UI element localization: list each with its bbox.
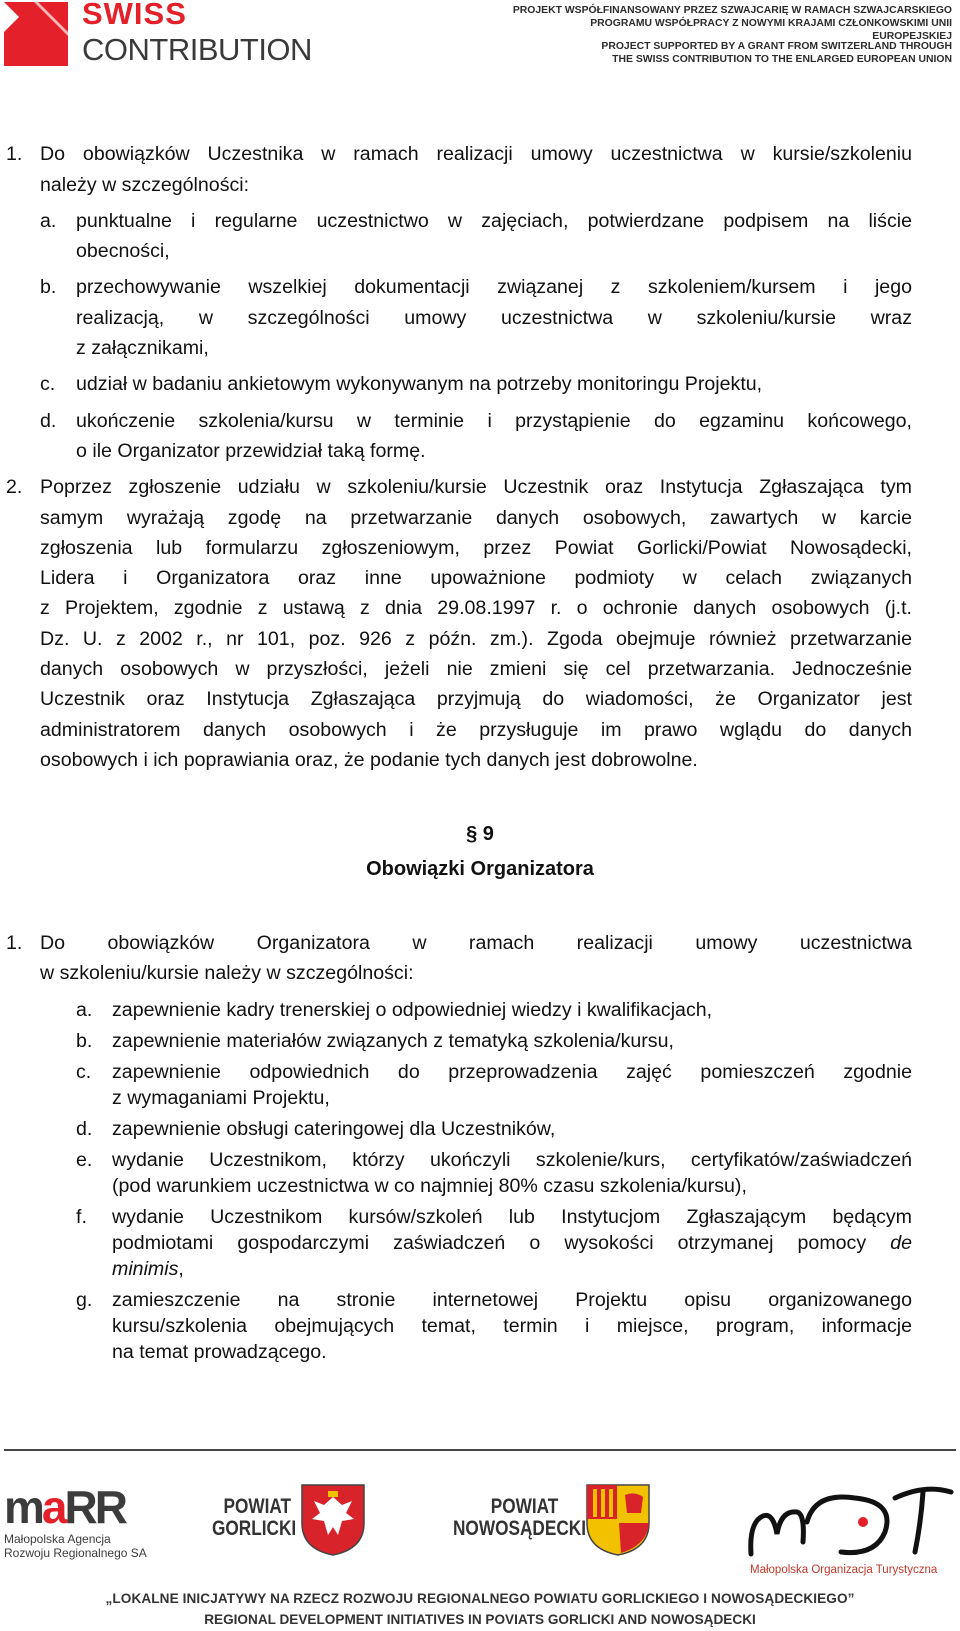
paragraph-line: Do obowiązków Organizatora w ramach realizacji umowy uczestnictwa — [40, 932, 912, 954]
sub-item-line: realizacją, w szczególności umowy uczestnictwa w szkoleniu/kursie wraz — [76, 307, 912, 329]
header-text-pl — [512, 4, 952, 43]
list-label: c. — [76, 1061, 92, 1083]
marr-rr: RR — [64, 1481, 125, 1533]
powiat-gorlicki-text — [212, 1496, 296, 1540]
paragraph-line: Poprzez zgłoszenie udziału w szkoleniu/kursie Uczestnik oraz Instytucja Zgłaszająca tym — [40, 476, 912, 498]
sub-item-line: z załącznikami, — [76, 337, 209, 359]
list-item: zapewnienie kadry trenerskiej o odpowiedniej wiedzy i kwalifikacjach, — [112, 999, 713, 1021]
sub-item-label: d. — [40, 410, 57, 432]
list-item: z wymaganiami Projektu, — [112, 1087, 330, 1109]
mot-logo-icon — [745, 1482, 957, 1572]
list-label: a. — [76, 999, 93, 1021]
brand-swiss: SWISS — [82, 0, 187, 31]
brand-contribution: CONTRIBUTION — [82, 32, 312, 67]
list-item: (pod warunkiem uczestnictwa w co najmniej 80% czasu szkolenia/kursu), — [112, 1175, 747, 1197]
list-label: d. — [76, 1118, 93, 1140]
section-number: § 9 — [466, 823, 494, 845]
item-number: 1. — [6, 143, 23, 165]
header-text-en — [512, 40, 952, 66]
sub-item-label: c. — [40, 373, 56, 395]
marr-logo — [4, 1481, 154, 1574]
paragraph-line: w szkoleniu/kursie należy w szczególności: — [40, 962, 414, 984]
paragraph-line: zgłoszenia lub formularzu zgłoszeniowym, przez Powiat Gorlicki/Powiat Nowosądecki, — [40, 537, 912, 559]
item-number: 1. — [6, 932, 23, 954]
marr-subtitle-1: Małopolska Agencja — [4, 1532, 111, 1546]
list-item: wydanie Uczestnikom, którzy ukończyli szkolenie/kurs, certyfikatów/zaświadczeń — [112, 1149, 912, 1171]
paragraph-line: osobowych i ich poprawiania oraz, że podanie tych danych jest dobrowolne. — [40, 749, 698, 771]
powiat-gorlicki-line1: POWIAT — [223, 1495, 292, 1518]
marr-subtitle-2: Rozwoju Regionalnego SA — [4, 1546, 147, 1560]
paragraph-line: danych osobowych w przyszłości, jeżeli nie zmieni się cel przetwarzania. Jednocześnie — [40, 658, 912, 680]
marr-a: a — [41, 1481, 65, 1533]
header-en-line2: THE SWISS CONTRIBUTION TO THE ENLARGED EUROPEAN UNION — [612, 54, 952, 65]
swiss-contribution-logo-icon — [4, 2, 68, 66]
list-item — [112, 1230, 912, 1256]
paragraph-line: z Projektem, zgodnie z ustawą z dnia 29.08.1997 r. o ochronie danych osobowych (j.t. — [40, 597, 912, 619]
marr-m: m — [4, 1481, 42, 1533]
powiat-nowosadecki-crest-icon — [585, 1483, 651, 1557]
list-item: na temat prowadzącego. — [112, 1341, 327, 1363]
list-item: zapewnienie odpowiednich do przeprowadzenia zajęć pomieszczeń zgodnie — [112, 1061, 912, 1083]
sub-item-line: obecności, — [76, 240, 170, 262]
header-pl-line1: PROJEKT WSPÓŁFINANSOWANY PRZEZ SZWAJCARIĘ W RAMACH SZWAJCARSKIEGO — [512, 5, 952, 16]
paragraph-line: Dz. U. z 2002 r., nr 101, poz. 926 z późn. zm.). Zgoda obejmuje również przetwarzanie — [40, 628, 912, 650]
sub-item-line: przechowywanie wszelkiej dokumentacji związanej z szkoleniem/kursem i jego — [76, 276, 912, 298]
powiat-nowosadecki-line1: POWIAT — [490, 1495, 559, 1518]
paragraph-line: należy w szczególności: — [40, 174, 250, 196]
paragraph-line: Lidera i Organizatora oraz inne upoważnione podmioty w celach związanych — [40, 567, 912, 589]
powiat-gorlicki-crest-icon — [300, 1483, 366, 1557]
paragraph-line: Do obowiązków Uczestnika w ramach realizacji umowy uczestnictwa w kursie/szkoleniu — [40, 143, 912, 165]
list-item-text: podmiotami gospodarczymi zaświadczeń o wysokości otrzymanej pomocy — [112, 1232, 867, 1254]
section-title: Obowiązki Organizatora — [366, 858, 594, 880]
item-number: 2. — [6, 476, 23, 498]
footer-project-title-en: REGIONAL DEVELOPMENT INITIATIVES IN POVIATS GORLICKI AND NOWOSĄDECKI — [204, 1612, 756, 1627]
paragraph-line: Uczestnik oraz Instytucja Zgłaszająca przyjmują do wiadomości, że Organizator jest — [40, 688, 912, 710]
footer-divider — [4, 1449, 956, 1451]
header-en-line1: PROJECT SUPPORTED BY A GRANT FROM SWITZERLAND THROUGH — [601, 41, 952, 52]
list-label: f. — [76, 1206, 87, 1228]
list-item: zapewnienie materiałów związanych z tematyką szkolenia/kursu, — [112, 1030, 674, 1052]
list-label: e. — [76, 1149, 93, 1171]
powiat-gorlicki-line2: GORLICKI — [212, 1517, 297, 1540]
page-header — [0, 0, 960, 75]
sub-item-line: ukończenie szkolenia/kursu w terminie i przystąpienie do egzaminu końcowego, — [76, 410, 912, 432]
list-item-italic: minimis — [112, 1258, 179, 1280]
paragraph-line: administratorem danych osobowych i że przysługuje im prawo wglądu do danych — [40, 719, 912, 741]
list-label: b. — [76, 1030, 93, 1052]
powiat-nowosadecki-line2: NOWOSĄDECKI — [453, 1517, 586, 1540]
sub-item-line: o ile Organizator przewidział taką formę. — [76, 440, 426, 462]
sub-item-label: b. — [40, 276, 57, 298]
sub-item-line: udział w badaniu ankietowym wykonywanym na potrzeby monitoringu Projektu, — [76, 373, 763, 395]
marr-wordmark — [4, 1481, 154, 1533]
list-item: zamieszczenie na stronie internetowej Projektu opisu organizowanego — [112, 1289, 912, 1311]
sub-item-line: punktualne i regularne uczestnictwo w zajęciach, potwierdzane podpisem na liście — [76, 210, 912, 232]
list-item: kursu/szkolenia obejmujących temat, termin i miejsce, program, informacje — [112, 1315, 912, 1337]
mot-subtitle: Małopolska Organizacja Turystyczna — [750, 1564, 938, 1576]
paragraph-line: samym wyrażają zgodę na przetwarzanie danych osobowych, zawartych w karcie — [40, 507, 912, 529]
list-item: wydanie Uczestnikom kursów/szkoleń lub Instytucjom Zgłaszającym będącym — [112, 1206, 912, 1228]
list-item — [112, 1256, 912, 1282]
header-pl-line2: PROGRAMU WSPÓŁPRACY Z NOWYMI KRAJAMI CZŁONKOWSKIMI UNII EUROPEJSKIEJ — [590, 18, 952, 42]
footer-project-title-pl: „LOKALNE INICJATYWY NA RZECZ ROZWOJU REGIONALNEGO POWIATU GORLICKIEGO I NOWOSĄDECKIEGO” — [105, 1591, 855, 1606]
sub-item-label: a. — [40, 210, 57, 232]
list-item: zapewnienie obsługi cateringowej dla Uczestników, — [112, 1118, 556, 1140]
list-label: g. — [76, 1289, 93, 1311]
list-item-text: , — [178, 1258, 184, 1280]
list-item-italic: de — [890, 1232, 913, 1254]
powiat-nowosadecki-text — [453, 1496, 586, 1540]
